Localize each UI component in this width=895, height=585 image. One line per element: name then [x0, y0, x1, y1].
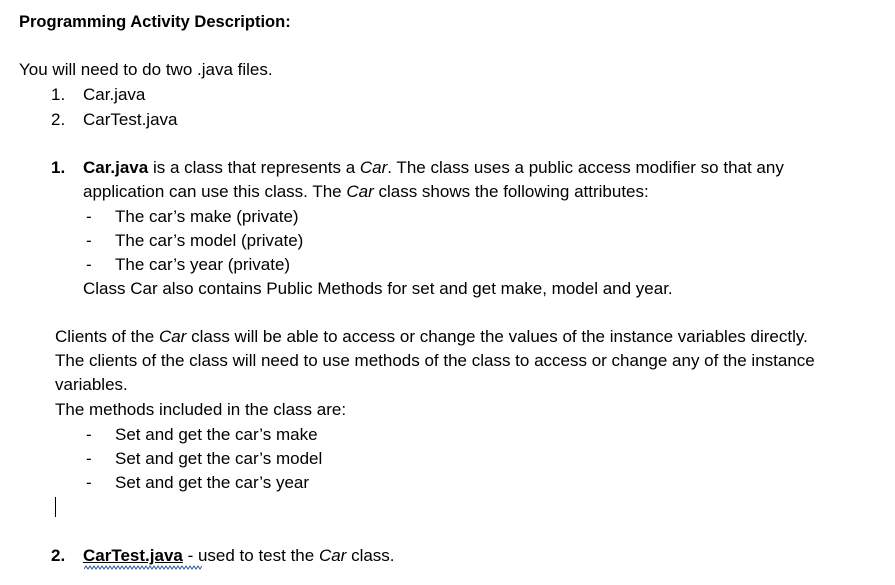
attribute-item: [86, 253, 291, 277]
methods-note: Class Car also contains Public Methods for set and get make, model and year.: [83, 279, 673, 298]
list-number: 2.: [51, 110, 66, 129]
text-span: class will be able to access or change the values of the instance variables directly.: [186, 327, 808, 346]
text-span: class.: [346, 546, 395, 565]
file-list-item: [51, 83, 146, 107]
intro-text: You will need to do two .java files.: [19, 60, 273, 79]
text-span: - used to test the: [182, 546, 319, 565]
section-number: 1.: [51, 158, 66, 177]
attribute-text: The car’s year (private): [115, 255, 291, 274]
dash-bullet: -: [86, 473, 92, 492]
spellcheck-squiggle: [84, 565, 202, 570]
activity-title: Programming Activity Description:: [19, 13, 291, 31]
car-italic: Car: [346, 182, 374, 201]
attribute-item: [86, 205, 299, 229]
list-item-text: Car.java: [83, 85, 146, 104]
attribute-item: [86, 229, 304, 253]
method-item: [86, 447, 323, 471]
text-span: Clients of the: [55, 327, 159, 346]
method-text: Set and get the car’s make: [115, 425, 318, 444]
text-span: class shows the following attributes:: [373, 182, 649, 201]
car-italic: Car: [318, 546, 347, 565]
file-list-item: [51, 108, 178, 132]
car-java-bold: Car.java: [83, 158, 149, 177]
methods-heading: The methods included in the class are:: [55, 400, 347, 419]
text-span: application can use this class. The: [83, 182, 347, 201]
method-item: [86, 423, 318, 447]
section1-line2: [83, 180, 649, 204]
clients-line2: The clients of the class will need to use methods of the class to access or change any of the instance: [55, 351, 815, 370]
cartest-java-bold: CarTest.java: [83, 546, 183, 565]
method-text: Set and get the car’s year: [115, 473, 310, 492]
car-italic: Car: [158, 327, 187, 346]
text-cursor[interactable]: [55, 497, 56, 517]
dash-bullet: -: [86, 255, 92, 274]
text-span: is a class that represents a: [148, 158, 360, 177]
list-item-text: CarTest.java: [83, 110, 178, 129]
clients-line1: [55, 325, 808, 349]
dash-bullet: -: [86, 425, 92, 444]
clients-line3: variables.: [55, 375, 128, 394]
dash-bullet: -: [86, 449, 92, 468]
attribute-text: The car’s model (private): [115, 231, 304, 250]
dash-bullet: -: [86, 231, 92, 250]
attribute-text: The car’s make (private): [115, 207, 299, 226]
car-italic: Car: [359, 158, 388, 177]
list-number: 1.: [51, 85, 66, 104]
section-number: 2.: [51, 546, 66, 565]
method-item: [86, 471, 310, 495]
dash-bullet: -: [86, 207, 92, 226]
section1-line1: [83, 156, 784, 180]
method-text: Set and get the car’s model: [115, 449, 323, 468]
text-span: . The class uses a public access modifier so that any: [387, 158, 784, 177]
